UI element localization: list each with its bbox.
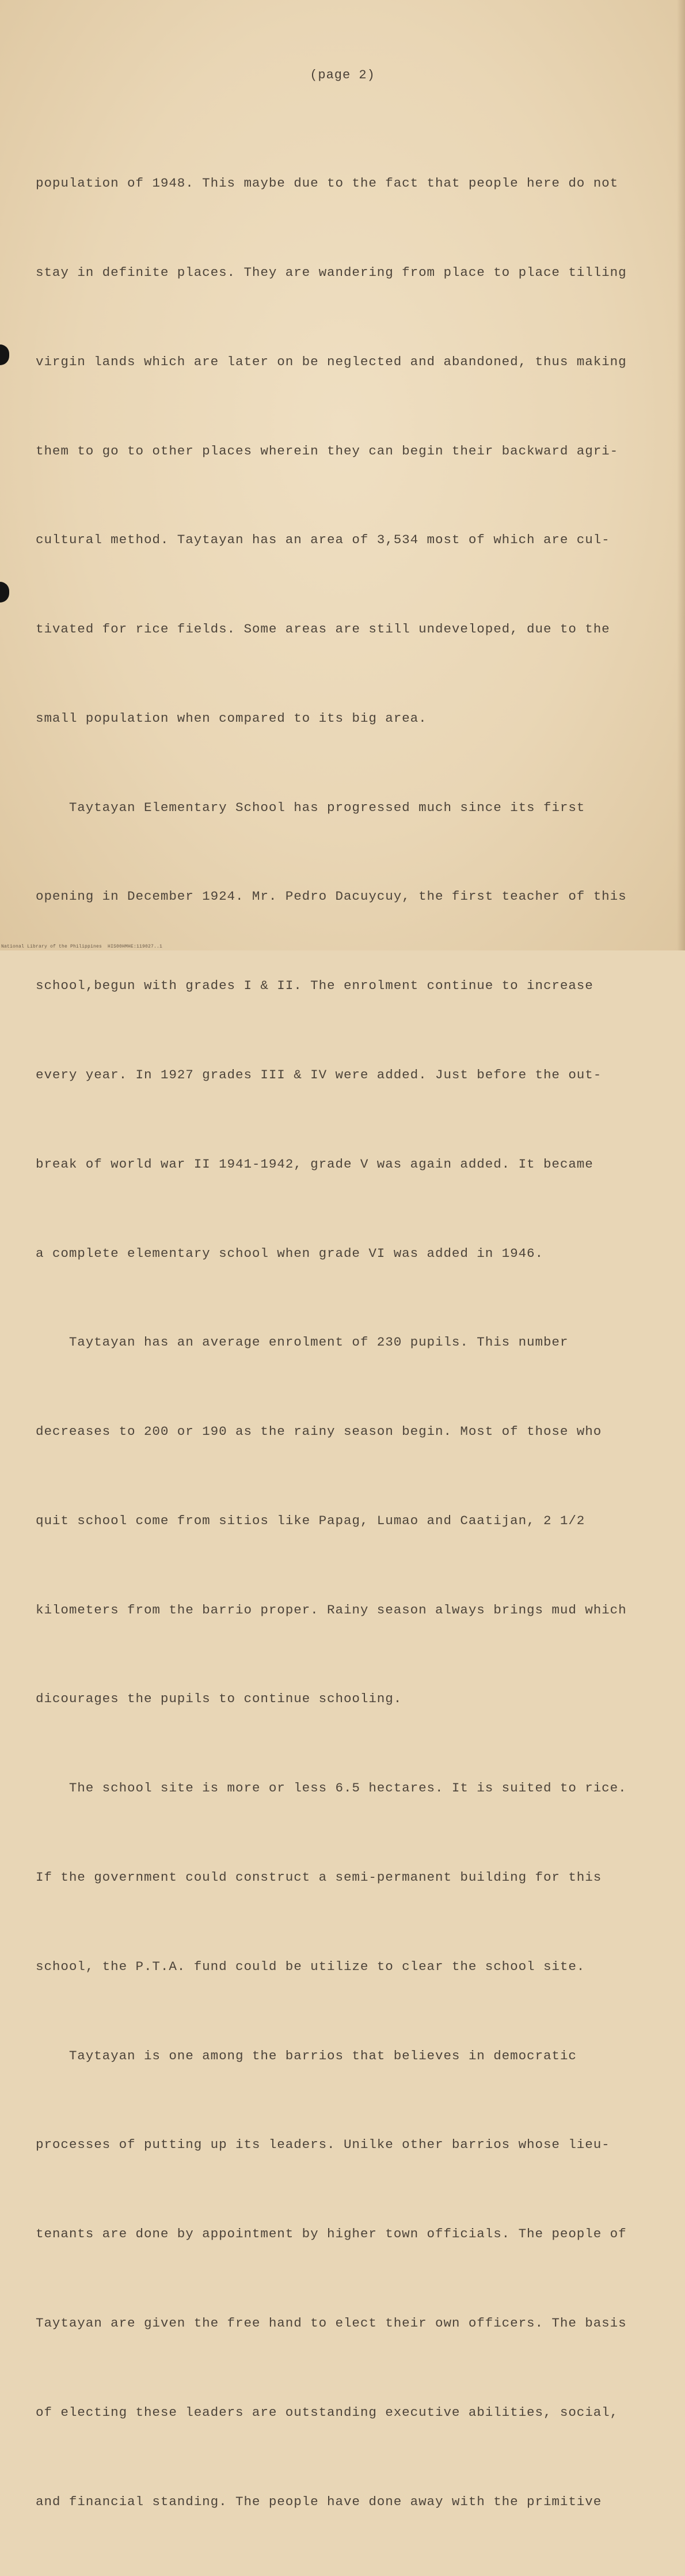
text-line: quit school come from sitios like Papag, Lumao and Caatijan, 2 1/2	[36, 1513, 585, 1528]
text-line: Taytayan are given the free hand to elect their own officers. The basis	[36, 2315, 627, 2331]
text-line: school, the P.T.A. fund could be utilize to clear the school site.	[36, 1958, 585, 1974]
text-line: and financial standing. The people have done away with the primitive	[36, 2494, 602, 2509]
page-number: (page 2)	[310, 68, 375, 82]
page-edge-shadow	[677, 0, 685, 950]
text-line: Taytayan is one among the barrios that believes in democratic	[36, 2048, 577, 2063]
text-line: Taytayan Elementary School has progressed much since its first	[36, 800, 585, 815]
text-line: If the government could construct a semi-permanent building for this	[36, 1870, 602, 1885]
text-line: break of world war II 1941-1942, grade V was again added. It became	[36, 1156, 593, 1172]
body-text	[36, 109, 657, 2576]
text-line: The school site is more or less 6.5 hectares. It is suited to rice.	[36, 1781, 627, 1796]
text-line: stay in definite places. They are wandering from place to place tilling	[36, 264, 627, 280]
text-line: school,begun with grades I & II. The enrolment continue to increase	[36, 978, 593, 994]
text-line: cultural method. Taytayan has an area of 3,534 most of which are cul-	[36, 532, 610, 548]
text-line: opening in December 1924. Mr. Pedro Dacuycuy, the first teacher of this	[36, 889, 627, 904]
text-line: of electing these leaders are outstanding executive abilities, social,	[36, 2404, 619, 2420]
text-line: a complete elementary school when grade VI was added in 1946.	[36, 1245, 543, 1261]
text-line: them to go to other places wherein they can begin their backward agri-	[36, 443, 619, 459]
archive-footer: National Library of the Philippines HIS00HMHE:119027..1	[1, 944, 163, 949]
text-line: tivated for rice fields. Some areas are still undeveloped, due to the	[36, 622, 610, 637]
text-line: small population when compared to its big area.	[36, 710, 427, 726]
text-line: processes of putting up its leaders. Unilke other barrios whose lieu-	[36, 2137, 610, 2153]
text-line: dicourages the pupils to continue schooling.	[36, 1691, 402, 1707]
text-line: Taytayan has an average enrolment of 230 pupils. This number	[36, 1335, 569, 1350]
punch-hole-top	[0, 344, 9, 365]
text-line: population of 1948. This maybe due to the fact that people here do not	[36, 176, 619, 191]
text-line: virgin lands which are later on be neglected and abandoned, thus making	[36, 354, 627, 369]
punch-hole-bottom	[0, 582, 9, 603]
text-line: decreases to 200 or 190 as the rainy season begin. Most of those who	[36, 1424, 602, 1439]
text-line: kilometers from the barrio proper. Rainy season always brings mud which	[36, 1602, 627, 1617]
text-line: tenants are done by appointment by higher town officials. The people of	[36, 2226, 627, 2242]
text-line: every year. In 1927 grades III & IV were added. Just before the out-	[36, 1067, 602, 1082]
